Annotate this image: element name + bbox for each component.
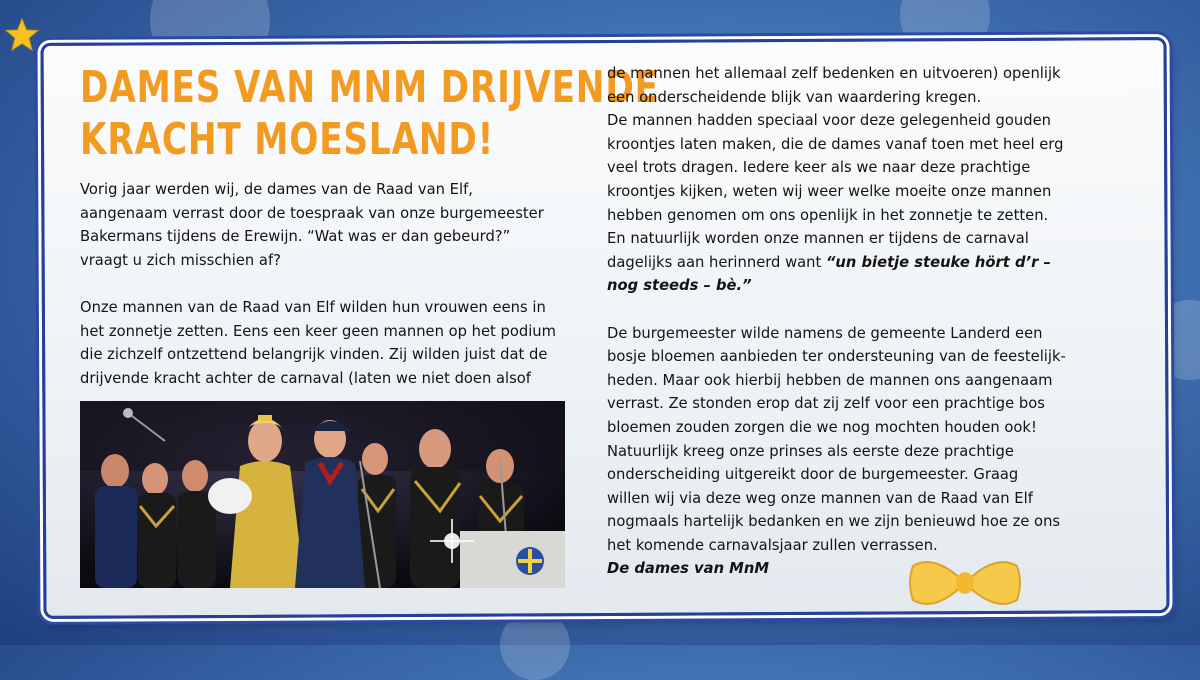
paragraph-line: verrast. Ze stonden erop dat zij zelf voor een prachtige bos [607, 394, 1045, 413]
paragraph-line: veel trots dragen. Iedere keer als we naar deze prachtige [607, 158, 1031, 177]
paragraph-line: die zichzelf ontzettend belangrijk vinden. Zij wilden juist dat de [80, 345, 548, 364]
title-line-2: KRACHT MOESLAND! [80, 114, 495, 165]
paragraph-line: Onze mannen van de Raad van Elf wilden hun vrouwen eens in [80, 297, 546, 316]
dialect-quote: “un bietje steuke hört d’r – [825, 252, 1051, 271]
star-icon [4, 18, 40, 52]
article-photo [80, 401, 565, 588]
paragraph-line: Natuurlijk kreeg onze prinses als eerste deze prachtige [607, 441, 1014, 460]
paragraph-line: Vorig jaar werden wij, de dames van de Raad van Elf, [80, 180, 473, 198]
title-line-1: DAMES VAN MNM DRIJVENDE [80, 62, 659, 113]
paragraph-line: Bakermans tijdens de Erewijn. “Wat was er dan gebeurd?” [80, 227, 511, 246]
paragraph-line: het zonnetje zetten. Eens een keer geen mannen op het podium [80, 321, 556, 340]
paragraph-line: bosje bloemen aanbieden ter ondersteuning van de feestelijk- [607, 347, 1066, 366]
left-column [80, 178, 574, 390]
paragraph-line: En natuurlijk worden onze mannen er tijdens de carnaval [607, 229, 1029, 248]
paragraph-line: aangenaam verrast door de toespraak van onze burgemeester [80, 203, 544, 222]
bow-icon [905, 548, 1025, 618]
paragraph-line: nogmaals hartelijk bedanken en we zijn benieuwd hoe ze ons [607, 512, 1061, 531]
dialect-quote-end: nog steeds – bè.” [607, 276, 752, 295]
paragraph-line: De mannen hadden speciaal voor deze gelegenheid gouden [607, 111, 1051, 130]
paragraph-line: onderscheiding uitgereikt door de burgemeester. Graag [607, 465, 1019, 484]
paragraph-line: het komende carnavalsjaar zullen verrassen. [607, 535, 938, 554]
paragraph-gap [80, 272, 574, 296]
paragraph-line: kroontjes laten maken, die de dames vanaf toen met heel erg [607, 134, 1064, 153]
paragraph-line: een onderscheidende blijk van waardering kregen. [607, 87, 982, 106]
photo-illustration [80, 401, 565, 588]
paragraph-line: heden. Maar ook hierbij hebben de mannen ons aangenaam [607, 370, 1053, 389]
paragraph-line: hebben genomen om ons openlijk in het zonnetje te zetten. [607, 205, 1049, 224]
signature: De dames van MnM [607, 559, 769, 578]
paragraph-line: drijvende kracht achter de carnaval (laten we niet doen alsof [80, 368, 531, 387]
quote-lead-text: dagelijks aan herinnerd want [607, 252, 826, 271]
paragraph-line: willen wij via deze weg onze mannen van de Raad van Elf [607, 488, 1033, 507]
right-column [607, 62, 1082, 581]
paragraph-line: kroontjes kijken, weten wij weer welke moeite onze mannen [607, 181, 1052, 200]
paragraph-line: vraagt u zich misschien af? [80, 250, 281, 269]
paragraph-line: bloemen zouden zorgen die we nog mochten houden ook! [607, 417, 1037, 436]
article-title [80, 62, 659, 166]
paragraph-line [607, 251, 1082, 275]
paragraph-line: De burgemeester wilde namens de gemeente Landerd een [607, 323, 1043, 342]
paragraph-line: de mannen het allemaal zelf bedenken en uitvoeren) openlijk [607, 64, 1061, 82]
background-bokeh [500, 610, 570, 680]
paragraph-gap [607, 298, 1082, 322]
